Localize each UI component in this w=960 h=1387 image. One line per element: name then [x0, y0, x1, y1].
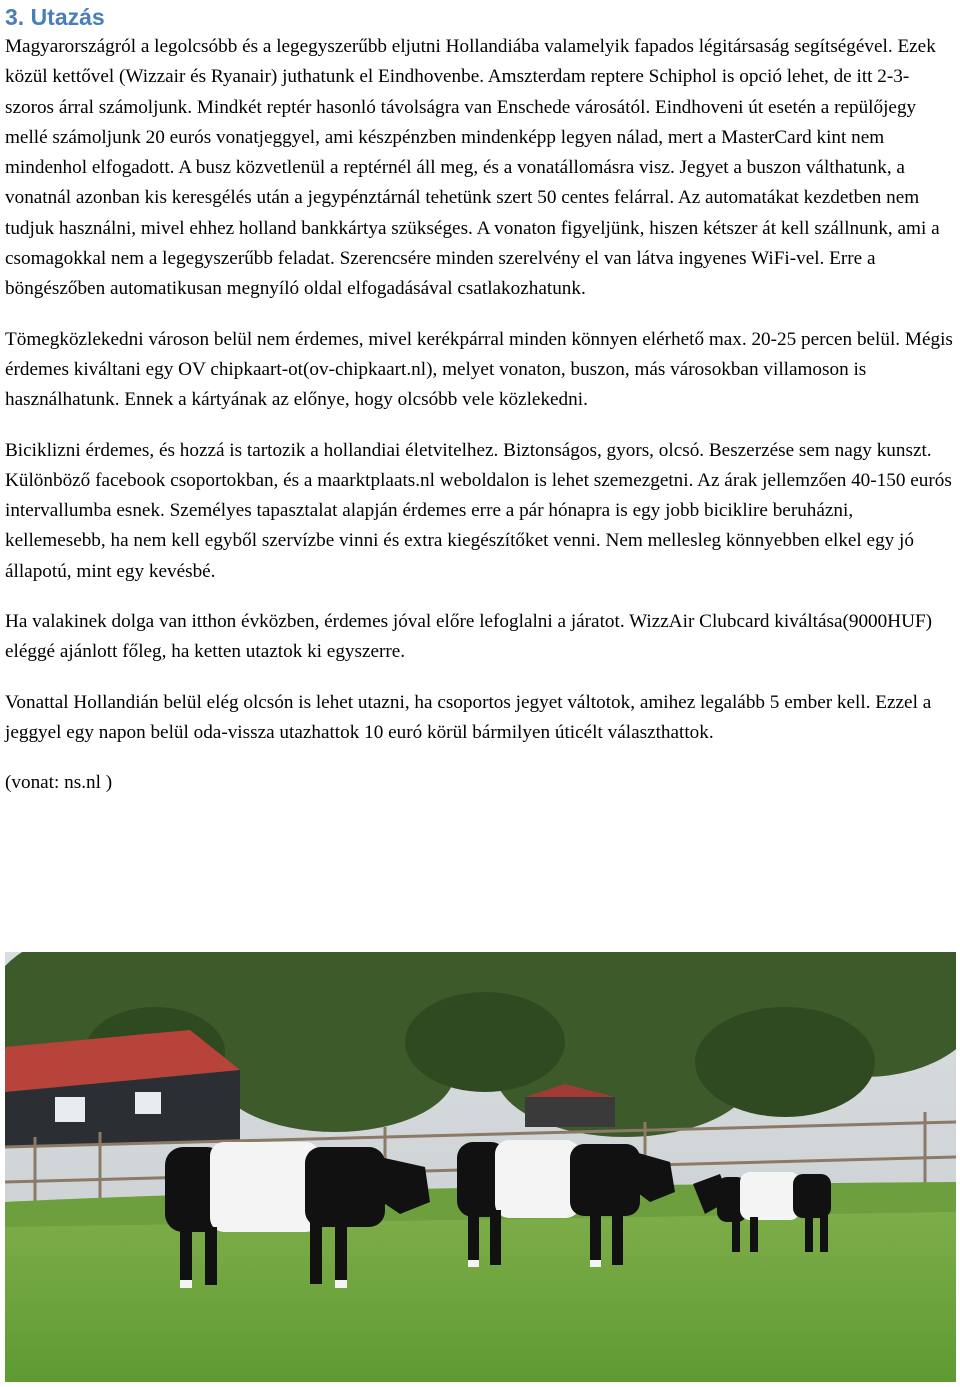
paragraph-public-transport: Tömegközlekedni városon belül nem érdemes, mivel kerékpárral minden könnyen elérhető max. 20-25 percen belül. Mégis érdemes kiváltani egy OV chipkaart-ot(ov-chipkaart.nl), melyet vonaton, buszon, más városokban villamoson is használhatunk. Ennek a kártyának az előnye, hogy olcsóbb vele közlekedni.	[5, 328, 953, 411]
paragraph-booking-tips: Ha valakinek dolga van itthon évközben, érdemes jóval előre lefoglalni a járatot. WizzAir Clubcard kiváltása(9000HUF) eléggé ajánlott főleg, ha ketten utaztok ki egyszerre.	[5, 611, 933, 663]
document-page	[5, 0, 955, 799]
section-heading: 3. Utazás	[5, 4, 105, 30]
paragraph-train-link: (vonat: ns.nl )	[5, 772, 113, 794]
paragraph-cycling: Biciklizni érdemes, és hozzá is tartozik a hollandiai életvitelhez. Biztonságos, gyors, olcsó. Beszerzése sem nagy kunszt. Különböző facebook csoportokban, és a maarktplaats.nl weboldalon is lehet szemezgetni. Az árak jellemzően 40-150 eurós intervallumba esnek. Személyes tapasztalat alapján érdemes erre a pár hónapra is egy jobb biciklire beruházni, kellemesebb, ha nem kell egyből szervízbe vinni és extra kiegészítőket venni. Nem mellesleg könnyebben elkel egy jó állapotú, mint egy kevésbé.	[5, 439, 952, 582]
paragraph-train-groups: Vonattal Hollandián belül elég olcsón is lehet utazni, ha csoportos jegyet váltotok, amihez legalább 5 ember kell. Ezzel a jeggyel egy napon belül oda-vissza utazhattok 10 euró körül bármilyen úticélt választhattok.	[5, 691, 932, 743]
grass	[5, 1202, 956, 1382]
cows-photo	[5, 952, 956, 1382]
paragraph-air-travel: Magyarországról a legolcsóbb és a legegyszerűbb eljutni Hollandiába valamelyik fapados légitársaság segítségével. Ezek közül kettővel (Wizzair és Ryanair) juthatunk el Eindhovenbe. Amszterdam reptere Schiphol is opció lehet, de itt 2-3-szoros árral számoljunk. Mindkét reptér hasonló távolságra van Enschede városától. Eindhoveni út esetén a repülőjegy mellé számoljunk 20 eurós vonatjeggyel, ami készpénzben mindenképp legyen nálad, mert a MasterCard kint nem mindenhol elfogadott. A busz közvetlenül a reptérnél áll meg, és a vonatállomásra visz. Jegyet a buszon válthatunk, a vonatnál azonban kis keresgélés után a jegypénztárnál tehetünk szert 50 centes felárral. Az automatákat kezdetben nem tudjuk használni, mivel ehhez holland bankkártya szükséges. A vonaton figyeljünk, hiszen kétszer át kell szállnunk, ami a csomagokkal nem a legegyszerűbb feladat. Szerencsére minden szerelvény el van látva ingyenes WiFi-vel. Erre a böngészőben automatikusan megnyíló oldal elfogadásával csatlakozhatunk.	[5, 36, 940, 300]
